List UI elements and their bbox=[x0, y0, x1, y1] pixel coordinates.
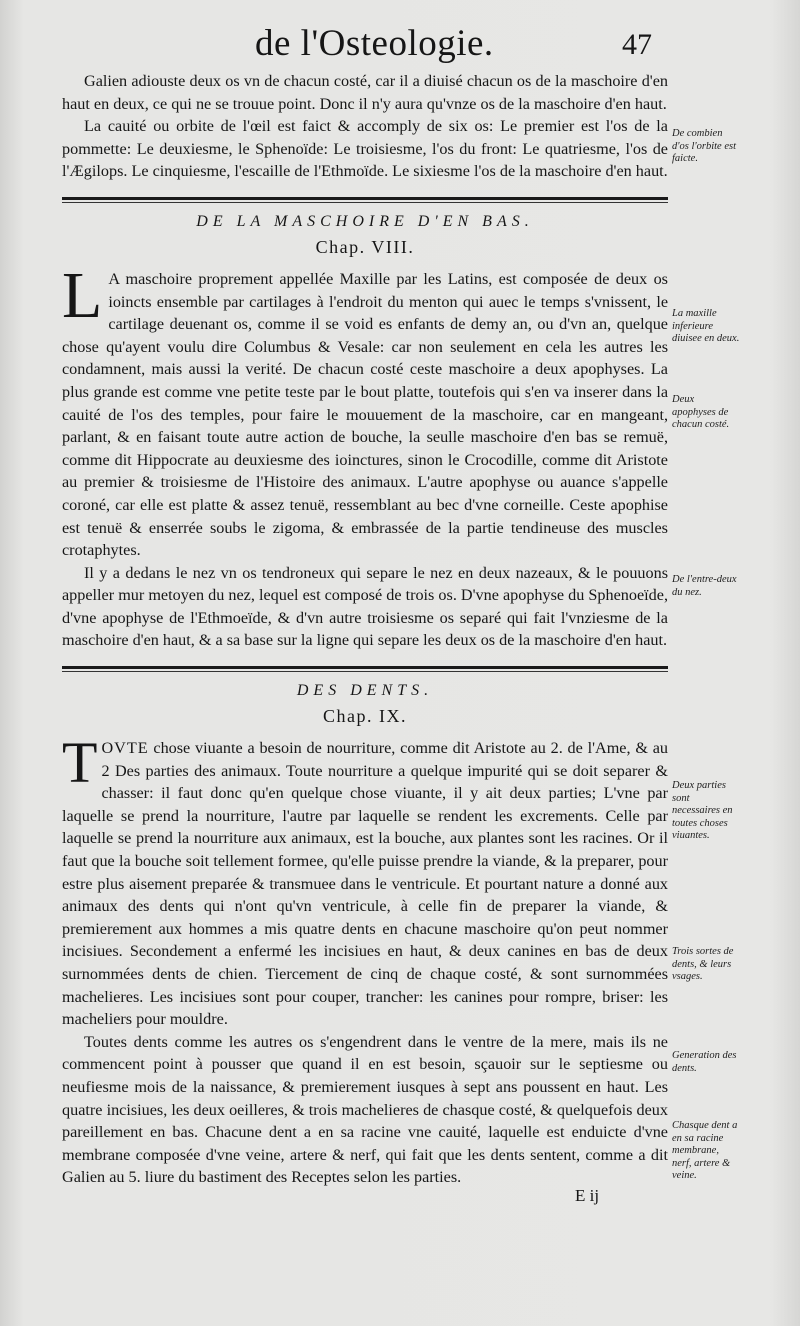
margin-note-orbite: De combien d'os l'orbite est faicte. bbox=[672, 128, 736, 164]
page-header bbox=[0, 22, 800, 72]
main-text bbox=[62, 70, 668, 1189]
drop-cap-t: T bbox=[62, 730, 98, 796]
margin-note-nez: De l'entre-deux du nez. bbox=[672, 574, 737, 598]
section-rule bbox=[62, 197, 668, 203]
margin-note-deux-parties: Deux parties sont necessaires en toutes choses viuantes. bbox=[672, 780, 733, 841]
margin-note-generation: Generation des dents. bbox=[672, 1050, 737, 1074]
chapter-heading-ix: Chap. IX. bbox=[323, 706, 407, 727]
paragraph-nez: Il y a dedans le nez vn os tendroneux qui separe le nez en deux nazeaux, & le pouuons appeller mur metoyen du nez, lequel est composé de trois os. D'vne apophyse du Sphenoeïde, d'vne apophyse de l'Ethmoeïde, & d'vn autre troisiesme os separé qui fait l'vnziesme de la maschoire d'en haut, & a sa base sur la ligne qui separe les deux os de la maschoire d'en haut. bbox=[62, 563, 668, 650]
chapter-heading-viii: Chap. VIII. bbox=[315, 236, 415, 257]
page-number: 47 bbox=[622, 28, 652, 61]
small-caps-opening: OVTE bbox=[101, 739, 149, 758]
drop-cap-l: L bbox=[62, 258, 103, 332]
margin-note-maxille: La maxille inferieure diuisee en deux. bbox=[672, 308, 740, 344]
margin-note-apophyses: Deux apophyses de chacun costé. bbox=[672, 394, 730, 430]
signature-mark: E ij bbox=[575, 1186, 600, 1205]
paragraph-maschoire bbox=[62, 258, 668, 562]
paragraph-toute-chose-text: chose viuante a besoin de nourriture, comme dit Aristote au 2. de l'Ame, & au 2 Des parties des animaux. Toute nourriture a quelque impurité qui se doit separer & chasser: il faut donc qu'en quelque chose viuante, il y ait deux parties; L'vne par laquelle se prend la nourriture, l'autre par laquelle se rendent les excrements. Celle par laquelle se prend la nourriture aux animaux, est la bouche, aux plantes sont les racines. Or il faut que la bouche soit tellement formee, qu'elle puisse prendre la viande, & la preparer, pour estre plus aisement preparée & transmuee dans le ventricule. Et pourtant nature a donné aux animaux des dents qui n'ont qu'vn ventricule, à celle fin de preparer la viande, & premierement aux hommes a mis quatre dents en chacune maschoire qu'on peut nommer incisiues. Secondement a enfermé les incisiues en haut, & deux canines en bas de deux surnommées dents de chien. Tiercement de cinq de chaque costé, & sont surnommées machelieres. Les incisiues sont pour couper, trancher: les canines pour rompre, briser: les macheliers pour mouldre. bbox=[62, 739, 668, 1029]
paragraph-maschoire-text: A maschoire proprement appellée Maxille par les Latins, est composée de deux os ioincts ensemble par cartilages à l'endroit du menton qui auec le temps s'vnissent, le cartilage deuenant os, comme il se void es enfants de demy an, ou d'vn an, quelque chose qu'ayent voulu dire Columbus & Vesale: car non seulement en cela les autres les condamnent, mais aussi la verité. De chacun costé ceste maschoire a deux apophyses. La plus grande est comme vne petite teste par le bout platte, toutefois qui s'en va inserer dans la cauité de l'os des temples, pour faire le mouuement de la maschoire, car en mangeant, parlant, & en faisant toute autre action de bouche, la seulle maschoire d'en bas se remuë, comme dit Hippocrate au deuxiesme des ioinctures, sinon le Crocodille, comme dit Aristote au premier & troisiesme de l'Histoire des animaux. L'autre apophyse ou auance s'appelle coroné, car elle est platte & assez tenuë, ressemblant au bec d'vne corneille. Ceste apophise est tenuë & enserrée soubs le zigoma, & embrassée de la partie tendineuse des muscles crotaphytes. bbox=[62, 269, 668, 560]
paragraph-galien: Galien adiouste deux os vn de chacun costé, car il a diuisé chacun os de la maschoire d'en haut en deux, ce qui ne se trouue point. Donc il n'y aura qu'vnze os de la maschoire d'en haut. bbox=[62, 72, 668, 113]
margin-note-chasque-dent: Chasque dent a en sa racine membrane, nerf, artere & veine. bbox=[672, 1120, 738, 1181]
paragraph-toute-chose bbox=[62, 730, 668, 1031]
paragraph-generation: Toutes dents comme les autres os s'engendrent dans le ventre de la mere, mais ils ne commencent point à pousser que quand il en est besoin, sçauoir sur le septiesme ou neufiesme mois de la naissance, & premierement iusques à sept ans poussent en haut. Les quatre incisiues, les deux oeilleres, & trois machelieres de chasque costé, & quelquefois deux pareillement en bas. Chacune dent a en sa racine vne cauité, laquelle est enduicte d'vne membrane composée d'vne veine, artere & nerf, qui fait que les dents sentent, comme a dit Galien au 5. liure du bastiment des Receptes selon les parties. bbox=[62, 1032, 668, 1187]
running-title: de l'Osteologie. bbox=[255, 23, 494, 64]
section-rule bbox=[62, 666, 668, 672]
paragraph-orbite: La cauité ou orbite de l'œil est faict & accomply de six os: Le premier est l'os de la pommette: Le deuxiesme, le Sphenoïde: Le troisiesme, l'os du front: Le quatriesme, l'os de l'Ægilops. Le cinquiesme, l'escaille de l'Ethmoïde. Le sixiesme l'os de la maschoire d'en haut. bbox=[62, 117, 668, 181]
margin-note-trois-sortes: Trois sortes de dents, & leurs vsages. bbox=[672, 946, 734, 982]
section-heading-dents: DES DENTS. bbox=[296, 682, 434, 700]
section-heading-maschoire: DE LA MASCHOIRE D'EN BAS. bbox=[196, 212, 534, 230]
